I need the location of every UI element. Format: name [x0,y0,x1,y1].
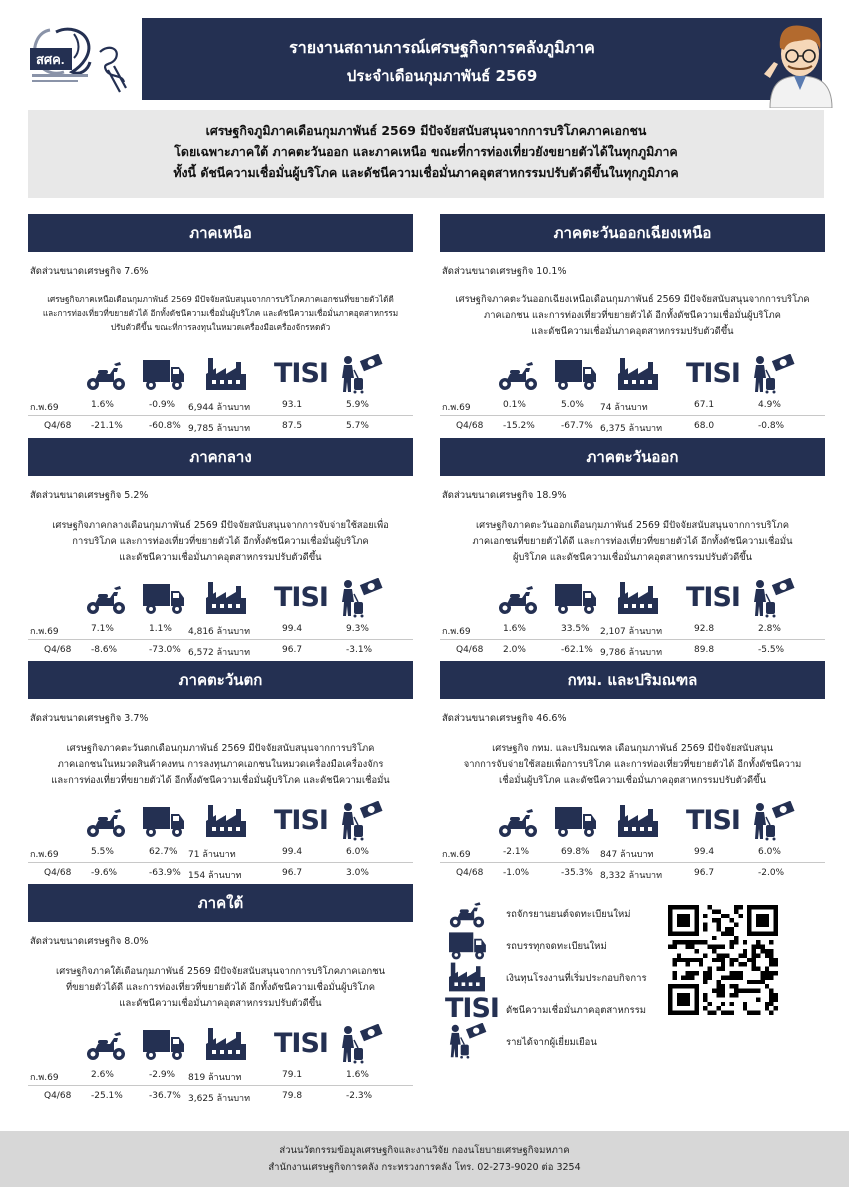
period-label: Q4/68 [44,645,72,655]
row-divider [440,862,825,863]
indicator-value: 74 ล้านบาท [600,403,648,413]
period-label: ก.พ.69 [30,850,59,860]
indicator-value: 79.8 [282,1091,303,1101]
description-line: ภาคเอกชน และการท่องเที่ยวที่ขยายตัวได้ อีกทั้งดัชนีความเชื่อมั่นผู้บริโภค [484,310,781,321]
indicator-value: -25.1% [91,1091,123,1101]
indicator-value: 9,786 ล้านบาท [600,648,663,658]
indicator-value: 6,375 ล้านบาท [600,424,663,434]
economist-mascot [760,18,838,108]
factory-icon [616,578,660,618]
period-label: ก.พ.69 [442,627,471,637]
truck-icon [141,801,185,841]
legend-label: เงินทุนโรงงานที่เริ่มประกอบกิจการ [506,973,647,984]
economy-share: สัดส่วนขนาดเศรษฐกิจ 3.7% [30,713,149,724]
region-description [28,741,413,789]
motorcycle-icon [496,354,540,394]
summary-box [28,110,824,198]
region-title: ภาคใต้ [28,884,413,922]
economy-share: สัดส่วนขนาดเศรษฐกิจ 7.6% [30,266,149,277]
period-label: ก.พ.69 [30,627,59,637]
indicator-value: 33.5% [561,624,590,634]
row-divider [28,415,413,416]
description-line: เชื่อมั่นผู้บริโภค และดัชนีความเชื่อมั่นภาคอุตสาหกรรมปรับตัวดีขึ้น [499,775,766,786]
description-line: เศรษฐกิจ กทม. และปริมณฑล เดือนกุมภาพันธ์ 2569 มีปัจจัยสนับสนุน [492,743,773,754]
indicator-value: 68.0 [694,421,715,431]
region-description [440,741,825,789]
qr-code[interactable] [668,905,778,1015]
tourist-icon [339,801,383,841]
indicator-value: -0.8% [758,421,785,431]
tisi-icon: TISI [274,582,328,613]
footer-contact: สำนักงานเศรษฐกิจการคลัง กระทรวงการคลัง โทร. 02-273-9020 ต่อ 3254 [268,1162,581,1173]
tisi-icon: TISI [686,805,740,836]
economy-share: สัดส่วนขนาดเศรษฐกิจ 8.0% [30,936,149,947]
indicator-value: -15.2% [503,421,535,431]
indicator-value: -5.5% [758,645,785,655]
factory-icon [616,354,660,394]
indicator-icons [28,1024,413,1064]
motorcycle-icon [445,895,489,931]
indicator-value: 69.8% [561,847,590,857]
tourist-icon [751,801,795,841]
region-panel-south [28,884,413,1104]
indicator-value: -60.8% [149,421,181,431]
region-title: กทม. และปริมณฑล [440,661,825,699]
indicator-value: 5.0% [561,400,584,410]
indicator-value: 96.7 [282,868,303,878]
indicator-value: 5.7% [346,421,369,431]
indicator-value: -9.6% [91,868,118,878]
period-label: ก.พ.69 [30,1073,59,1083]
tisi-icon: TISI [686,358,740,389]
description-line: เศรษฐกิจภาคตะวันออกเดือนกุมภาพันธ์ 2569 มีปัจจัยสนับสนุนจากการบริโภค [475,520,790,531]
description-line: เศรษฐกิจภาคตะวันตกเดือนกุมภาพันธ์ 2569 มีปัจจัยสนับสนุนจากการบริโภค [66,743,375,754]
description-line: และการท่องเที่ยวที่ขยายตัวได้ อีกทั้งดัชนีความเชื่อมั่นผู้บริโภค และดัชนีความเชื่อมั่น [51,775,390,786]
tourist-icon [339,578,383,618]
indicator-value: -2.0% [758,868,785,878]
factory-icon [204,578,248,618]
region-panel-central [28,438,413,658]
indicator-value: 1.6% [346,1070,369,1080]
description-line: ผู้บริโภค และดัชนีความเชื่อมั่นภาคอุตสาหกรรมปรับตัวดีขึ้น [512,552,753,563]
indicator-value: 2,107 ล้านบาท [600,627,663,637]
indicator-row-row1 [28,400,413,414]
motorcycle-icon [84,354,128,394]
row-divider [440,639,825,640]
region-description [440,518,825,566]
indicator-value: 96.7 [282,645,303,655]
indicator-value: -67.7% [561,421,593,431]
description-line: เศรษฐกิจภาคกลางเดือนกุมภาพันธ์ 2569 มีปัจจัยสนับสนุนจากการจับจ่ายใช้สอยเพื่อ [52,520,389,531]
indicator-value: 6.0% [346,847,369,857]
description-line: เศรษฐกิจภาคเหนือเดือนกุมภาพันธ์ 2569 มีปัจจัยสนับสนุนจากการบริโภคภาคเอกชนที่ขยายตัวได้ดี [47,294,394,304]
legend-label: ดัชนีความเชื่อมั่นภาคอุตสาหกรรม [506,1005,646,1016]
period-label: Q4/68 [44,1091,72,1101]
indicator-value: 93.1 [282,400,303,410]
region-panel-northeast [440,214,825,434]
row-divider [28,639,413,640]
description-line: ที่ขยายตัวได้ดี และการท่องเที่ยวที่ขยายตัวได้ อีกทั้งดัชนีความเชื่อมั่นผู้บริโภค [65,982,376,993]
region-panel-north [28,214,413,434]
summary-line: เศรษฐกิจภูมิภาคเดือนกุมภาพันธ์ 2569 มีปัจจัยสนับสนุนจากการบริโภคภาคเอกชน [205,123,647,138]
tourist-icon [445,1023,489,1059]
factory-icon [204,1024,248,1064]
economy-share: สัดส่วนขนาดเศรษฐกิจ 46.6% [442,713,567,724]
motorcycle-icon [496,801,540,841]
region-title: ภาคเหนือ [28,214,413,252]
factory-icon [204,354,248,394]
indicator-value: -2.9% [149,1070,176,1080]
indicator-value: 87.5 [282,421,303,431]
indicator-value: 89.8 [694,645,715,655]
indicator-value: 3,625 ล้านบาท [188,1094,251,1104]
footer-department: ส่วนนวัตกรรมข้อมูลเศรษฐกิจและงานวิจัย กองนโยบายเศรษฐกิจมหภาค [279,1145,570,1156]
report-period: ประจำเดือนกุมภาพันธ์ 2569 [346,67,538,85]
indicator-row-row2 [28,645,413,659]
indicator-row-row2 [28,868,413,882]
indicator-value: 7.1% [91,624,114,634]
indicator-value: 96.7 [694,868,715,878]
period-label: Q4/68 [44,868,72,878]
description-line: การบริโภค และการท่องเที่ยวที่ขยายตัวได้ อีกทั้งดัชนีความเชื่อมั่นผู้บริโภค [72,536,369,547]
tisi-icon: TISI [686,582,740,613]
description-line: และการท่องเที่ยวที่ขยายตัวได้ อีกทั้งดัชนีความเชื่อมั่นผู้บริโภค และดัชนีความเชื่อมั่นภาคอุตสาหกรรม [42,308,399,318]
indicator-value: -62.1% [561,645,593,655]
indicator-value: -3.1% [346,645,373,655]
period-label: Q4/68 [456,645,484,655]
description-line: ปรับตัวดีขึ้น ขณะที่การลงทุนในหมวดเครื่องมือเครื่องจักรหดตัว [110,322,331,332]
indicator-value: 6,572 ล้านบาท [188,648,251,658]
summary-line: โดยเฉพาะภาคใต้ ภาคตะวันออก และภาคเหนือ ขณะที่การท่องเที่ยวยังขยายตัวได้ในทุกภูมิภาค [174,144,678,159]
indicator-row-row2 [28,1091,413,1105]
description-line: ภาคเอกชนที่ขยายตัวได้ดี และการท่องเที่ยวที่ขยายตัวได้ อีกทั้งดัชนีความเชื่อมั่น [472,536,793,547]
period-label: Q4/68 [456,868,484,878]
truck-icon [445,927,489,963]
indicator-value: 3.0% [346,868,369,878]
indicator-value: -2.3% [346,1091,373,1101]
tisi-icon: TISI [274,805,328,836]
indicator-row-row1 [440,847,825,861]
summary-line: ทั้งนี้ ดัชนีความเชื่อมั่นผู้บริโภค และดัชนีความเชื่อมั่นภาคอุตสาหกรรมปรับตัวดีขึ้นในทุกภูมิภาค [173,165,679,180]
period-label: ก.พ.69 [442,850,471,860]
indicator-value: 819 ล้านบาท [188,1073,242,1083]
legend-item-motorcycle [445,895,665,931]
indicator-value: 1.6% [503,624,526,634]
indicator-value: 71 ล้านบาท [188,850,236,860]
indicator-value: -1.0% [503,868,530,878]
description-line: เศรษฐกิจภาคตะวันออกเฉียงเหนือเดือนกุมภาพันธ์ 2569 มีปัจจัยสนับสนุนจากการบริโภค [455,294,810,305]
indicator-value: 4.9% [758,400,781,410]
indicator-value: 6.0% [758,847,781,857]
truck-icon [553,801,597,841]
factory-icon [445,959,489,995]
legend-label: รายได้จากผู้เยี่ยมเยือน [506,1037,597,1048]
indicator-value: -73.0% [149,645,181,655]
legend-item-factory [445,959,665,995]
indicator-value: 5.9% [346,400,369,410]
indicator-icons [440,801,825,841]
indicator-value: 4,816 ล้านบาท [188,627,251,637]
indicator-value: 8,332 ล้านบาท [600,871,663,881]
sko-logo [28,22,133,97]
indicator-value: 99.4 [282,847,303,857]
region-title: ภาคตะวันออกเฉียงเหนือ [440,214,825,252]
legend-label: รถจักรยานยนต์จดทะเบียนใหม่ [506,909,631,920]
period-label: Q4/68 [44,421,72,431]
tisi-icon: TISI [445,993,499,1024]
indicator-value: 79.1 [282,1070,303,1080]
indicator-row-row1 [440,400,825,414]
legend-item-truck [445,927,665,963]
indicator-row-row1 [28,1070,413,1084]
region-panel-bangkok [440,661,825,881]
legend-item-tourist [445,1023,665,1059]
region-description [28,518,413,566]
footer [0,1131,849,1187]
region-title: ภาคตะวันตก [28,661,413,699]
indicator-row-row2 [440,868,825,882]
indicator-icons [440,578,825,618]
report-header [142,18,822,100]
truck-icon [553,578,597,618]
indicator-value: -0.9% [149,400,176,410]
indicator-value: -21.1% [91,421,123,431]
truck-icon [141,578,185,618]
region-description [440,292,825,340]
description-line: และดัชนีความเชื่อมั่นภาคอุตสาหกรรมปรับตัวดีขึ้น [531,326,734,337]
indicator-value: -2.1% [503,847,530,857]
indicator-value: 2.6% [91,1070,114,1080]
tourist-icon [751,578,795,618]
region-title: ภาคตะวันออก [440,438,825,476]
indicator-row-row1 [28,624,413,638]
description-line: ภาคเอกชนในหมวดสินค้าคงทน การลงทุนภาคเอกชนในหมวดเครื่องมือเครื่องจักร [57,759,384,770]
tisi-icon: TISI [274,1028,328,1059]
indicator-value: -36.7% [149,1091,181,1101]
region-description [28,292,413,334]
indicator-row-row1 [440,624,825,638]
truck-icon [141,354,185,394]
indicator-value: -63.9% [149,868,181,878]
indicator-value: 67.1 [694,400,715,410]
indicator-value: -8.6% [91,645,118,655]
description-line: และดัชนีความเชื่อมั่นภาคอุตสาหกรรมปรับตัวดีขึ้น [119,998,322,1009]
period-label: Q4/68 [456,421,484,431]
indicator-icons [28,801,413,841]
report-title: รายงานสถานการณ์เศรษฐกิจการคลังภูมิภาค [289,38,595,57]
economy-share: สัดส่วนขนาดเศรษฐกิจ 18.9% [442,490,567,501]
indicator-row-row2 [440,645,825,659]
indicator-value: 9.3% [346,624,369,634]
indicator-icons [28,354,413,394]
region-description [28,964,413,1012]
tourist-icon [751,354,795,394]
indicator-value: 1.6% [91,400,114,410]
row-divider [440,415,825,416]
tourist-icon [339,354,383,394]
tisi-icon: TISI [274,358,328,389]
row-divider [28,1085,413,1086]
indicator-row-row1 [28,847,413,861]
indicator-value: 2.8% [758,624,781,634]
region-panel-west [28,661,413,881]
indicator-value: 62.7% [149,847,178,857]
indicator-value: 92.8 [694,624,715,634]
description-line: จากการจับจ่ายใช้สอยเพื่อการบริโภค และการท่องเที่ยวที่ขยายตัวได้ อีกทั้งดัชนีความ [463,759,802,770]
description-line: เศรษฐกิจภาคใต้เดือนกุมภาพันธ์ 2569 มีปัจจัยสนับสนุนจากการบริโภคภาคเอกชน [56,966,385,977]
indicator-value: 847 ล้านบาท [600,850,654,860]
row-divider [28,862,413,863]
motorcycle-icon [84,578,128,618]
factory-icon [616,801,660,841]
region-title: ภาคกลาง [28,438,413,476]
truck-icon [141,1024,185,1064]
motorcycle-icon [84,801,128,841]
indicator-value: -35.3% [561,868,593,878]
indicator-value: 0.1% [503,400,526,410]
indicator-value: 99.4 [694,847,715,857]
economy-share: สัดส่วนขนาดเศรษฐกิจ 5.2% [30,490,149,501]
factory-icon [204,801,248,841]
region-panel-east [440,438,825,658]
indicator-icons [440,354,825,394]
legend-item-tisi [445,991,665,1027]
period-label: ก.พ.69 [30,403,59,413]
indicator-value: 99.4 [282,624,303,634]
logo-text: สศค. [36,52,65,67]
indicator-value: 2.0% [503,645,526,655]
indicator-row-row2 [440,421,825,435]
tourist-icon [339,1024,383,1064]
indicator-icons [28,578,413,618]
indicator-value: 6,944 ล้านบาท [188,403,251,413]
economy-share: สัดส่วนขนาดเศรษฐกิจ 10.1% [442,266,567,277]
indicator-value: 9,785 ล้านบาท [188,424,251,434]
indicator-value: 1.1% [149,624,172,634]
indicator-value: 154 ล้านบาท [188,871,242,881]
indicator-row-row2 [28,421,413,435]
motorcycle-icon [496,578,540,618]
indicator-value: 5.5% [91,847,114,857]
truck-icon [553,354,597,394]
legend-label: รถบรรทุกจดทะเบียนใหม่ [506,941,607,952]
period-label: ก.พ.69 [442,403,471,413]
motorcycle-icon [84,1024,128,1064]
description-line: และดัชนีความเชื่อมั่นภาคอุตสาหกรรมปรับตัวดีขึ้น [119,552,322,563]
